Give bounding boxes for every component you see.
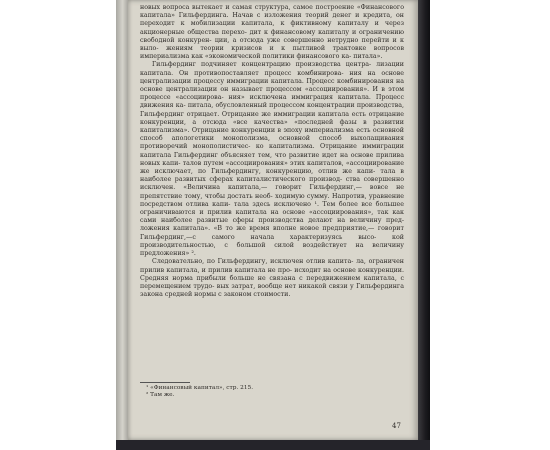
text-line: Гильфердинг подчиняет концентрацию производства центра- bbox=[152, 61, 372, 69]
text-line: теорий денег и кредита, он переходит к мобилизации капитала, bbox=[140, 12, 404, 28]
text-line: средней нормы с законом стоимости. bbox=[164, 291, 291, 299]
paragraph bbox=[140, 4, 404, 61]
text-line: наиболее развитые сферы производства делают на величину пред- bbox=[161, 217, 404, 225]
text-line: питала». bbox=[353, 53, 383, 61]
text-line: больше не связана с передвижением капитала, с перемещением трудо- bbox=[140, 274, 404, 290]
text-line: тала в наиболее развитых сферах капиталистического производ- bbox=[140, 168, 404, 184]
text-line: ходимую сумму. Напротив, уравнение посредством отлива капи- bbox=[140, 192, 404, 208]
text-line: дит к финансовому капиталу и ограничению свободной конкурен- bbox=[140, 28, 404, 44]
text-line: объясняет тем, что развитие идет на основе прилива новых капи- bbox=[140, 151, 404, 167]
text-line: величину предложения» ². bbox=[140, 241, 404, 258]
text-line: ла, ограничен прилив капитала, и прилив капитала не про- bbox=[140, 258, 404, 274]
text-line: процессом «ассоциирования». И в этом процессе «ассоциирова- bbox=[140, 86, 405, 102]
text-line: ния на основе централизации процессу иммиграции капитала. bbox=[140, 69, 404, 85]
text-line: фазы в развитии капитализма». Отрицание конкуренции в эпоху bbox=[140, 118, 404, 135]
text-line: империализма есть основной способ апологетики монополизма, bbox=[140, 127, 404, 143]
footnote-rule bbox=[140, 382, 190, 383]
text-line: к фиктивному капиталу и через акционерные общества перехо- bbox=[140, 20, 404, 36]
text-line: империализма как «экономической политики финансового ка- bbox=[140, 53, 352, 61]
text-line: новых вопроса вытекает и самая структура, самое построение bbox=[140, 4, 355, 11]
page-number: 47 bbox=[392, 422, 401, 430]
footnote: ² Там же. bbox=[146, 392, 175, 399]
text-line: ложения капитала». «В то же время вполне новое предприятие,— bbox=[140, 225, 375, 233]
text-line: ции, а отсюда уже совершенно нетрудно перейти и к выло- bbox=[140, 36, 404, 53]
text-line: ства совершенно исключен. «Величина капитала,— говорит bbox=[140, 176, 404, 192]
text-line: ния» исключена иммиграция капитала. Процесс движения ка- bbox=[140, 94, 404, 110]
text-line: исходит на основе конкуренции. Средняя норма прибыли bbox=[140, 266, 404, 282]
text-line: и прилив капитала на основе «ассоциирования», так как сами bbox=[140, 209, 404, 225]
text-line: основной способ выхолащивания противоречий монополистичес- bbox=[140, 135, 404, 151]
text-line: есть отрицание конкуренции, а отсюда «все качества» «последней bbox=[140, 110, 404, 126]
footnote: ¹ «Финансовый капитал», стр. 215. bbox=[146, 385, 254, 391]
paragraph bbox=[140, 61, 404, 258]
text-line: ко капитализма. Отрицание иммиграции капитала Гильфердинг bbox=[140, 143, 404, 159]
text-line: Процесс комбинирования на основе централизации он называет bbox=[140, 77, 404, 94]
bottom-edge bbox=[116, 440, 430, 450]
text-line: говорит Гильфердинг,—с самого начала характеризуясь высо- bbox=[140, 225, 404, 241]
text-line: Гильфердинг,— вовсе не препятствие тому, чтобы достать необ- bbox=[140, 184, 404, 200]
paragraph bbox=[140, 258, 404, 299]
text-line: «Финансового капитала» Гильфердинга. Начав с изложения bbox=[140, 4, 404, 20]
cover-edge bbox=[418, 0, 430, 450]
text-line: вых затрат, вообще нет никакой связи у Гильфердинга закона bbox=[140, 282, 404, 299]
text-line: же исключает, по Гильфердингу, конкуренцию, отлив же капи- bbox=[140, 168, 376, 176]
text-line: кой производительностью, с большой силой воздействует на bbox=[140, 233, 404, 249]
text-line: питала, обусловленный процессом концентрации производства, bbox=[187, 102, 404, 110]
text-line: талов путем «ассоциирования» этих капиталов, «ассоциирование bbox=[182, 159, 404, 167]
footnotes bbox=[146, 385, 396, 400]
text-line: Гильфердинг отрицает. Отрицание же иммиграции капитала bbox=[140, 110, 350, 118]
text-line: лизации капитала. Он противопоставляет процесс комбинирова- bbox=[140, 61, 404, 77]
text-line: жениям теории кризисов и к пытливой трактовке вопросов bbox=[166, 45, 404, 53]
page-body bbox=[140, 4, 404, 299]
book-gutter bbox=[116, 0, 128, 450]
text-line: тала здесь исключено ¹. Тем более все большее ограничиваются bbox=[140, 200, 404, 217]
text-line: Следовательно, по Гильфердингу, исключен отлив капита- bbox=[152, 258, 354, 266]
